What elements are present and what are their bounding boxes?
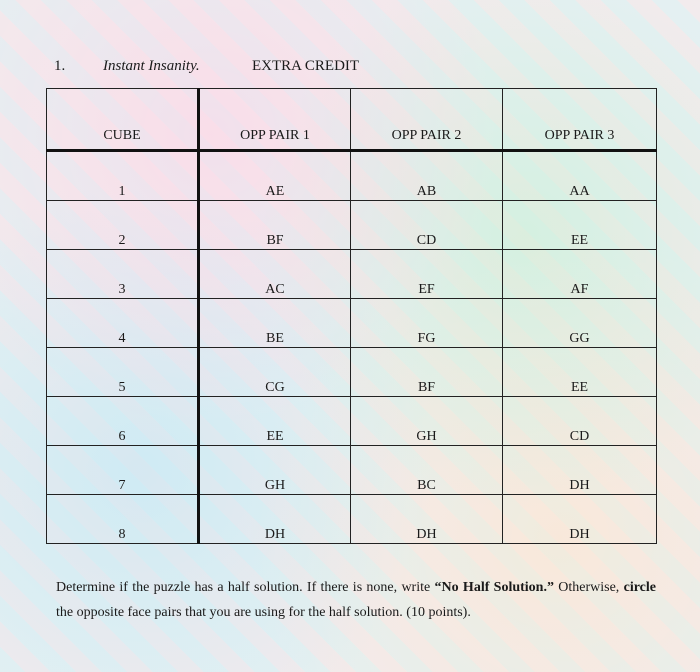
cube-number: 6	[47, 397, 199, 446]
opp-pair-1-cell: AE	[199, 151, 351, 201]
opp-pair-3-cell: CD	[503, 397, 657, 446]
opp-pair-3-cell: EE	[503, 348, 657, 397]
opp-pair-2-cell: BF	[351, 348, 503, 397]
opp-pair-1-cell: EE	[199, 397, 351, 446]
opp-pair-2-cell: EF	[351, 250, 503, 299]
column-header-opp-pair-1: OPP PAIR 1	[199, 89, 351, 151]
opp-pair-2-cell: AB	[351, 151, 503, 201]
problem-header	[0, 58, 700, 82]
cube-number: 3	[47, 250, 199, 299]
cube-number: 1	[47, 151, 199, 201]
opp-pair-1-cell: BE	[199, 299, 351, 348]
table-row	[47, 250, 657, 299]
opp-pair-2-cell: BC	[351, 446, 503, 495]
opp-pair-1-cell: DH	[199, 495, 351, 544]
cube-number: 2	[47, 201, 199, 250]
column-header-cube: CUBE	[47, 89, 199, 151]
opp-pair-2-cell: FG	[351, 299, 503, 348]
table-row	[47, 201, 657, 250]
table-row	[47, 495, 657, 544]
table-header-row	[47, 89, 657, 151]
cube-number: 8	[47, 495, 199, 544]
opp-pair-1-cell: GH	[199, 446, 351, 495]
opp-pair-3-cell: AF	[503, 250, 657, 299]
opp-pair-1-cell: BF	[199, 201, 351, 250]
problem-number: 1.	[54, 58, 66, 74]
instructions-text-2: Otherwise,	[553, 580, 624, 595]
instructions-text-3: the opposite face pairs that you are using for the half solution. (10 points).	[56, 605, 471, 620]
opp-pair-3-cell: GG	[503, 299, 657, 348]
opp-pair-3-cell: AA	[503, 151, 657, 201]
table-row	[47, 446, 657, 495]
problem-title: Instant Insanity.	[103, 58, 200, 74]
no-half-solution-phrase: “No Half Solution.”	[434, 580, 554, 595]
column-header-opp-pair-3: OPP PAIR 3	[503, 89, 657, 151]
opp-pair-2-cell: CD	[351, 201, 503, 250]
opp-pair-1-cell: CG	[199, 348, 351, 397]
column-header-opp-pair-2: OPP PAIR 2	[351, 89, 503, 151]
table-row	[47, 151, 657, 201]
table-row	[47, 397, 657, 446]
cube-number: 4	[47, 299, 199, 348]
cube-number: 5	[47, 348, 199, 397]
opp-pair-3-cell: DH	[503, 446, 657, 495]
cube-pairs-table	[46, 88, 657, 544]
instructions-paragraph	[56, 575, 656, 625]
opp-pair-2-cell: GH	[351, 397, 503, 446]
table-row	[47, 348, 657, 397]
opp-pair-2-cell: DH	[351, 495, 503, 544]
circle-emphasis: circle	[623, 580, 656, 595]
cube-number: 7	[47, 446, 199, 495]
extra-credit-label: EXTRA CREDIT	[252, 58, 360, 74]
table-row	[47, 299, 657, 348]
opp-pair-1-cell: AC	[199, 250, 351, 299]
opp-pair-3-cell: EE	[503, 201, 657, 250]
opp-pair-3-cell: DH	[503, 495, 657, 544]
instructions-text-1: Determine if the puzzle has a half solution. If there is none, write	[56, 580, 435, 595]
